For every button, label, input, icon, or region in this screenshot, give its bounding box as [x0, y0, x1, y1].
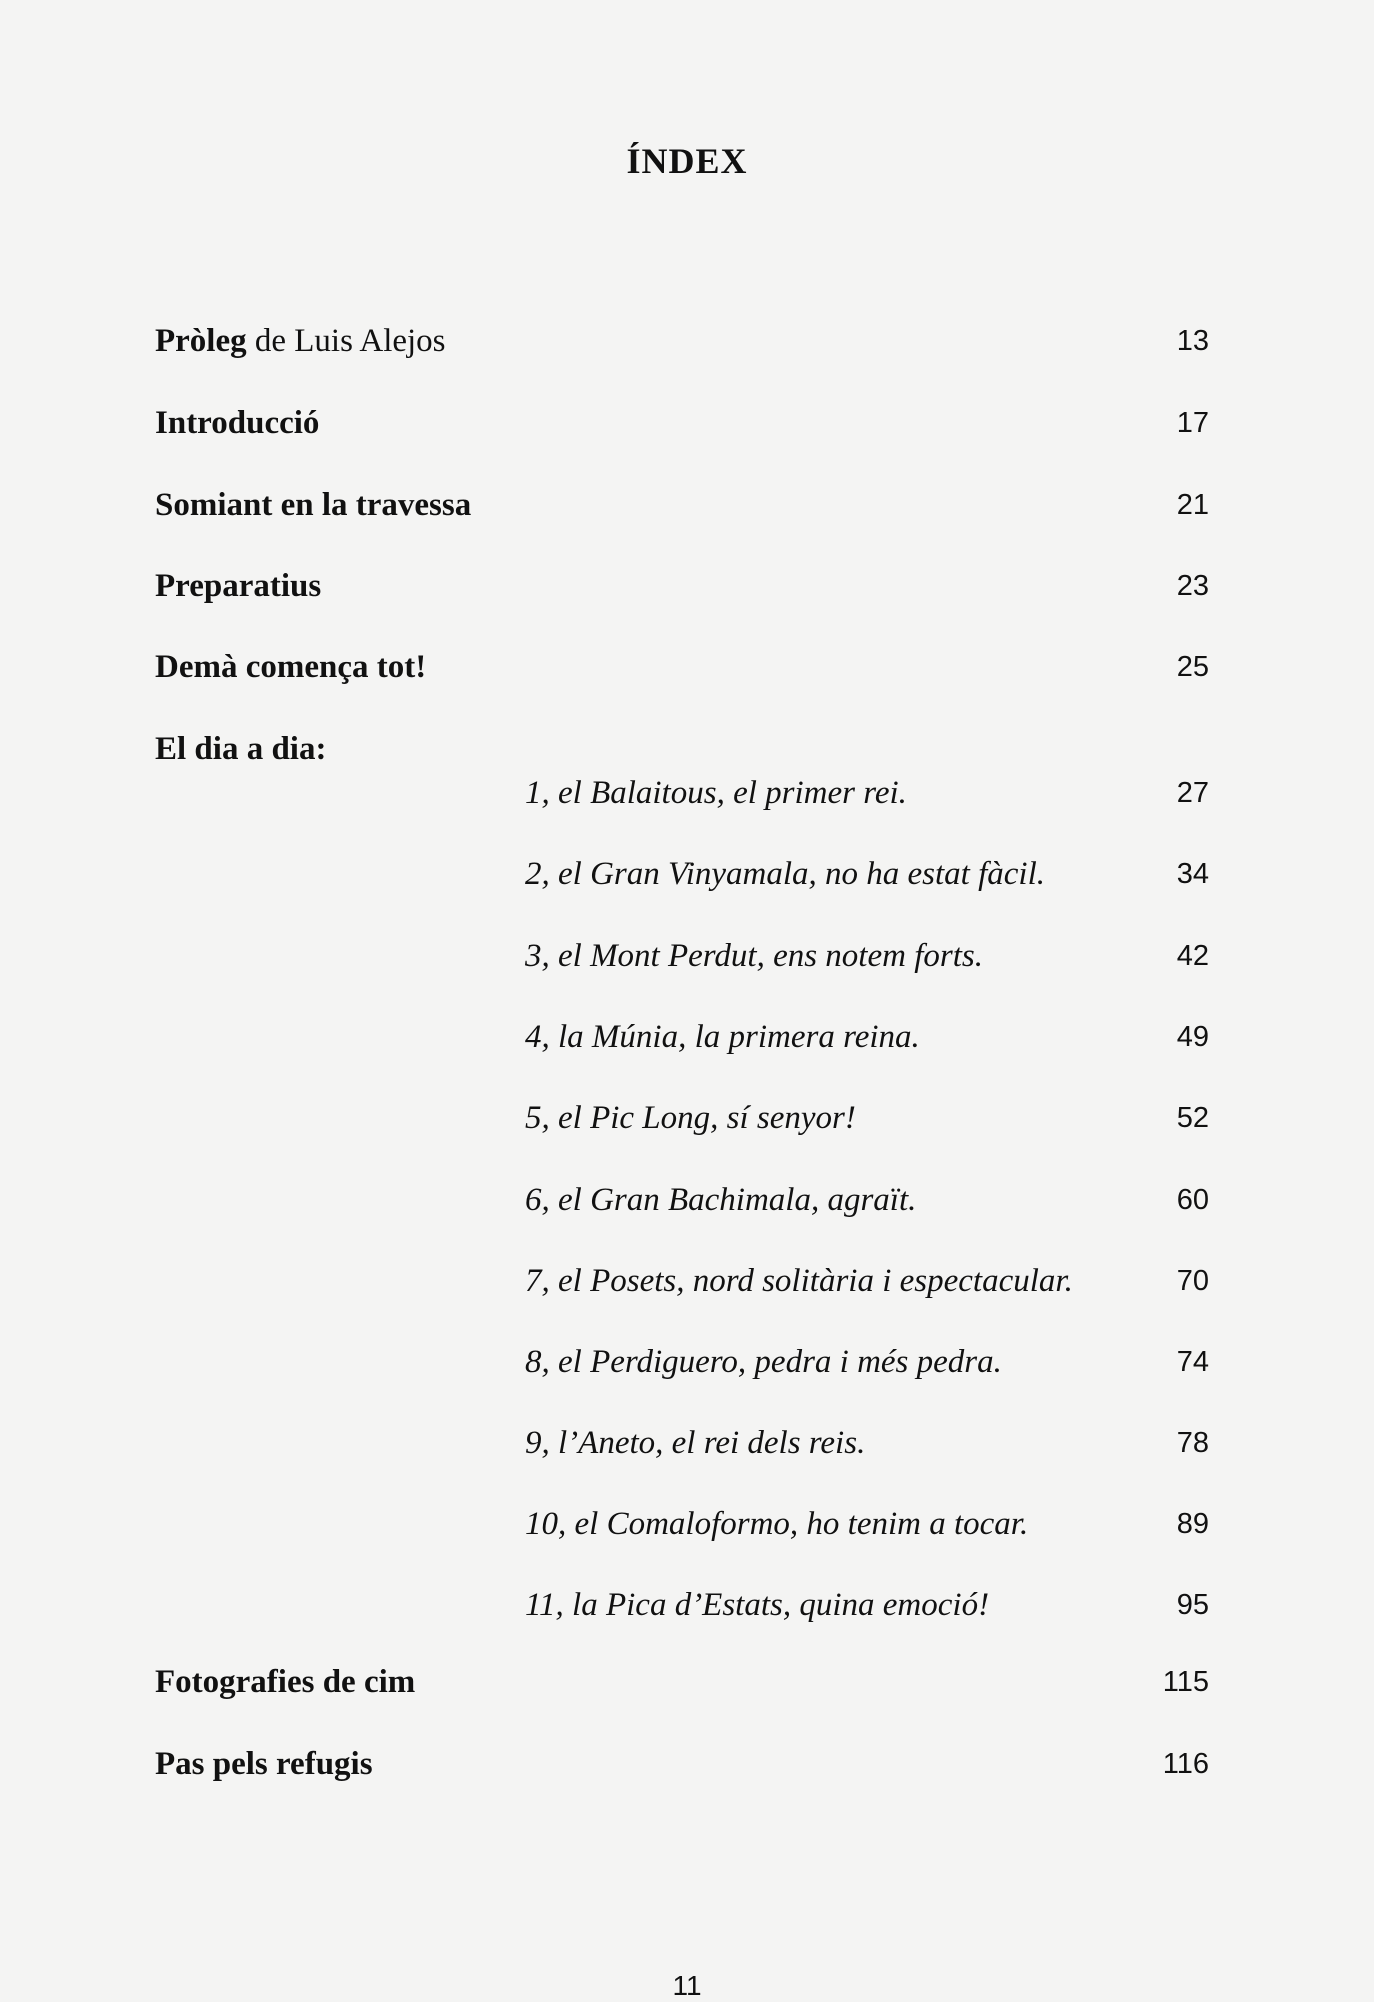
toc-entry-title: El dia a dia: [155, 731, 327, 767]
toc-page-number: 70 [1176, 1265, 1209, 1297]
toc-entry-dema [155, 642, 1209, 692]
toc-entry-subtitle: de Luis Alejos [246, 323, 446, 359]
toc-day-entry [525, 1012, 1209, 1062]
toc-day-label: 10, el Comaloformo, ho tenim a tocar. [525, 1506, 1029, 1542]
toc-page-number: 17 [1176, 407, 1209, 439]
toc-entry-title: Pas pels refugis [155, 1746, 373, 1782]
toc-entry-somiant [155, 480, 1209, 530]
toc-entry-title: Introducció [155, 405, 320, 441]
toc-page-number: 95 [1176, 1589, 1209, 1621]
toc-entry-title: Pròleg [155, 323, 247, 359]
toc-page-number: 52 [1176, 1102, 1209, 1134]
toc-page-number: 78 [1176, 1427, 1209, 1459]
toc-day-label: 11, la Pica d’Estats, quina emoció! [525, 1587, 990, 1623]
toc-entry-title: Somiant en la travessa [155, 487, 472, 523]
toc-entry-refugis [155, 1739, 1209, 1789]
toc-page-number: 23 [1176, 570, 1209, 602]
toc-day-label: 2, el Gran Vinyamala, no ha estat fàcil. [525, 856, 1045, 892]
toc-page-number: 42 [1176, 940, 1209, 972]
toc-day-label: 9, l’Aneto, el rei dels reis. [525, 1425, 866, 1461]
toc-day-entry [525, 1499, 1209, 1549]
toc-page-number: 13 [1176, 325, 1209, 357]
toc-page-number: 27 [1176, 777, 1209, 809]
toc-page-number: 60 [1176, 1184, 1209, 1216]
toc-page-number: 89 [1176, 1508, 1209, 1540]
toc-day-entry [525, 1580, 1209, 1630]
toc-entry-dia-a-dia [155, 724, 1209, 774]
toc-day-label: 8, el Perdiguero, pedra i més pedra. [525, 1344, 1002, 1380]
toc-entry-proleg [155, 316, 1209, 366]
toc-entry-title: Demà comença tot! [155, 649, 427, 685]
toc-day-entry [525, 849, 1209, 899]
toc-page-number: 21 [1176, 489, 1209, 521]
toc-day-label: 1, el Balaitous, el primer rei. [525, 775, 907, 811]
page-folio: 11 [672, 1970, 702, 2001]
index-title: ÍNDEX [626, 141, 748, 181]
toc-entry-title: Fotografies de cim [155, 1664, 416, 1700]
toc-day-entry [525, 1256, 1209, 1306]
toc-entry-fotografies [155, 1657, 1209, 1707]
toc-day-entry [525, 1175, 1209, 1225]
toc-page-number: 49 [1176, 1021, 1209, 1053]
toc-day-label: 3, el Mont Perdut, ens notem forts. [525, 938, 983, 974]
toc-page-number: 25 [1176, 651, 1209, 683]
toc-entry-title: Preparatius [155, 568, 322, 604]
toc-day-entry [525, 1337, 1209, 1387]
toc-entry-introduccio [155, 398, 1209, 448]
toc-page-number: 116 [1162, 1748, 1209, 1780]
toc-day-entry [525, 768, 1209, 818]
toc-day-entry [525, 931, 1209, 981]
toc-day-entry [525, 1418, 1209, 1468]
toc-day-entry [525, 1093, 1209, 1143]
toc-page-number: 34 [1176, 858, 1209, 890]
toc-page-number: 115 [1162, 1666, 1209, 1698]
toc-page-number: 74 [1176, 1346, 1209, 1378]
toc-day-label: 7, el Posets, nord solitària i espectacular. [525, 1263, 1073, 1299]
toc-day-label: 5, el Pic Long, sí senyor! [525, 1100, 856, 1136]
toc-entry-preparatius [155, 561, 1209, 611]
toc-day-label: 4, la Múnia, la primera reina. [525, 1019, 920, 1055]
toc-day-label: 6, el Gran Bachimala, agraït. [525, 1182, 917, 1218]
